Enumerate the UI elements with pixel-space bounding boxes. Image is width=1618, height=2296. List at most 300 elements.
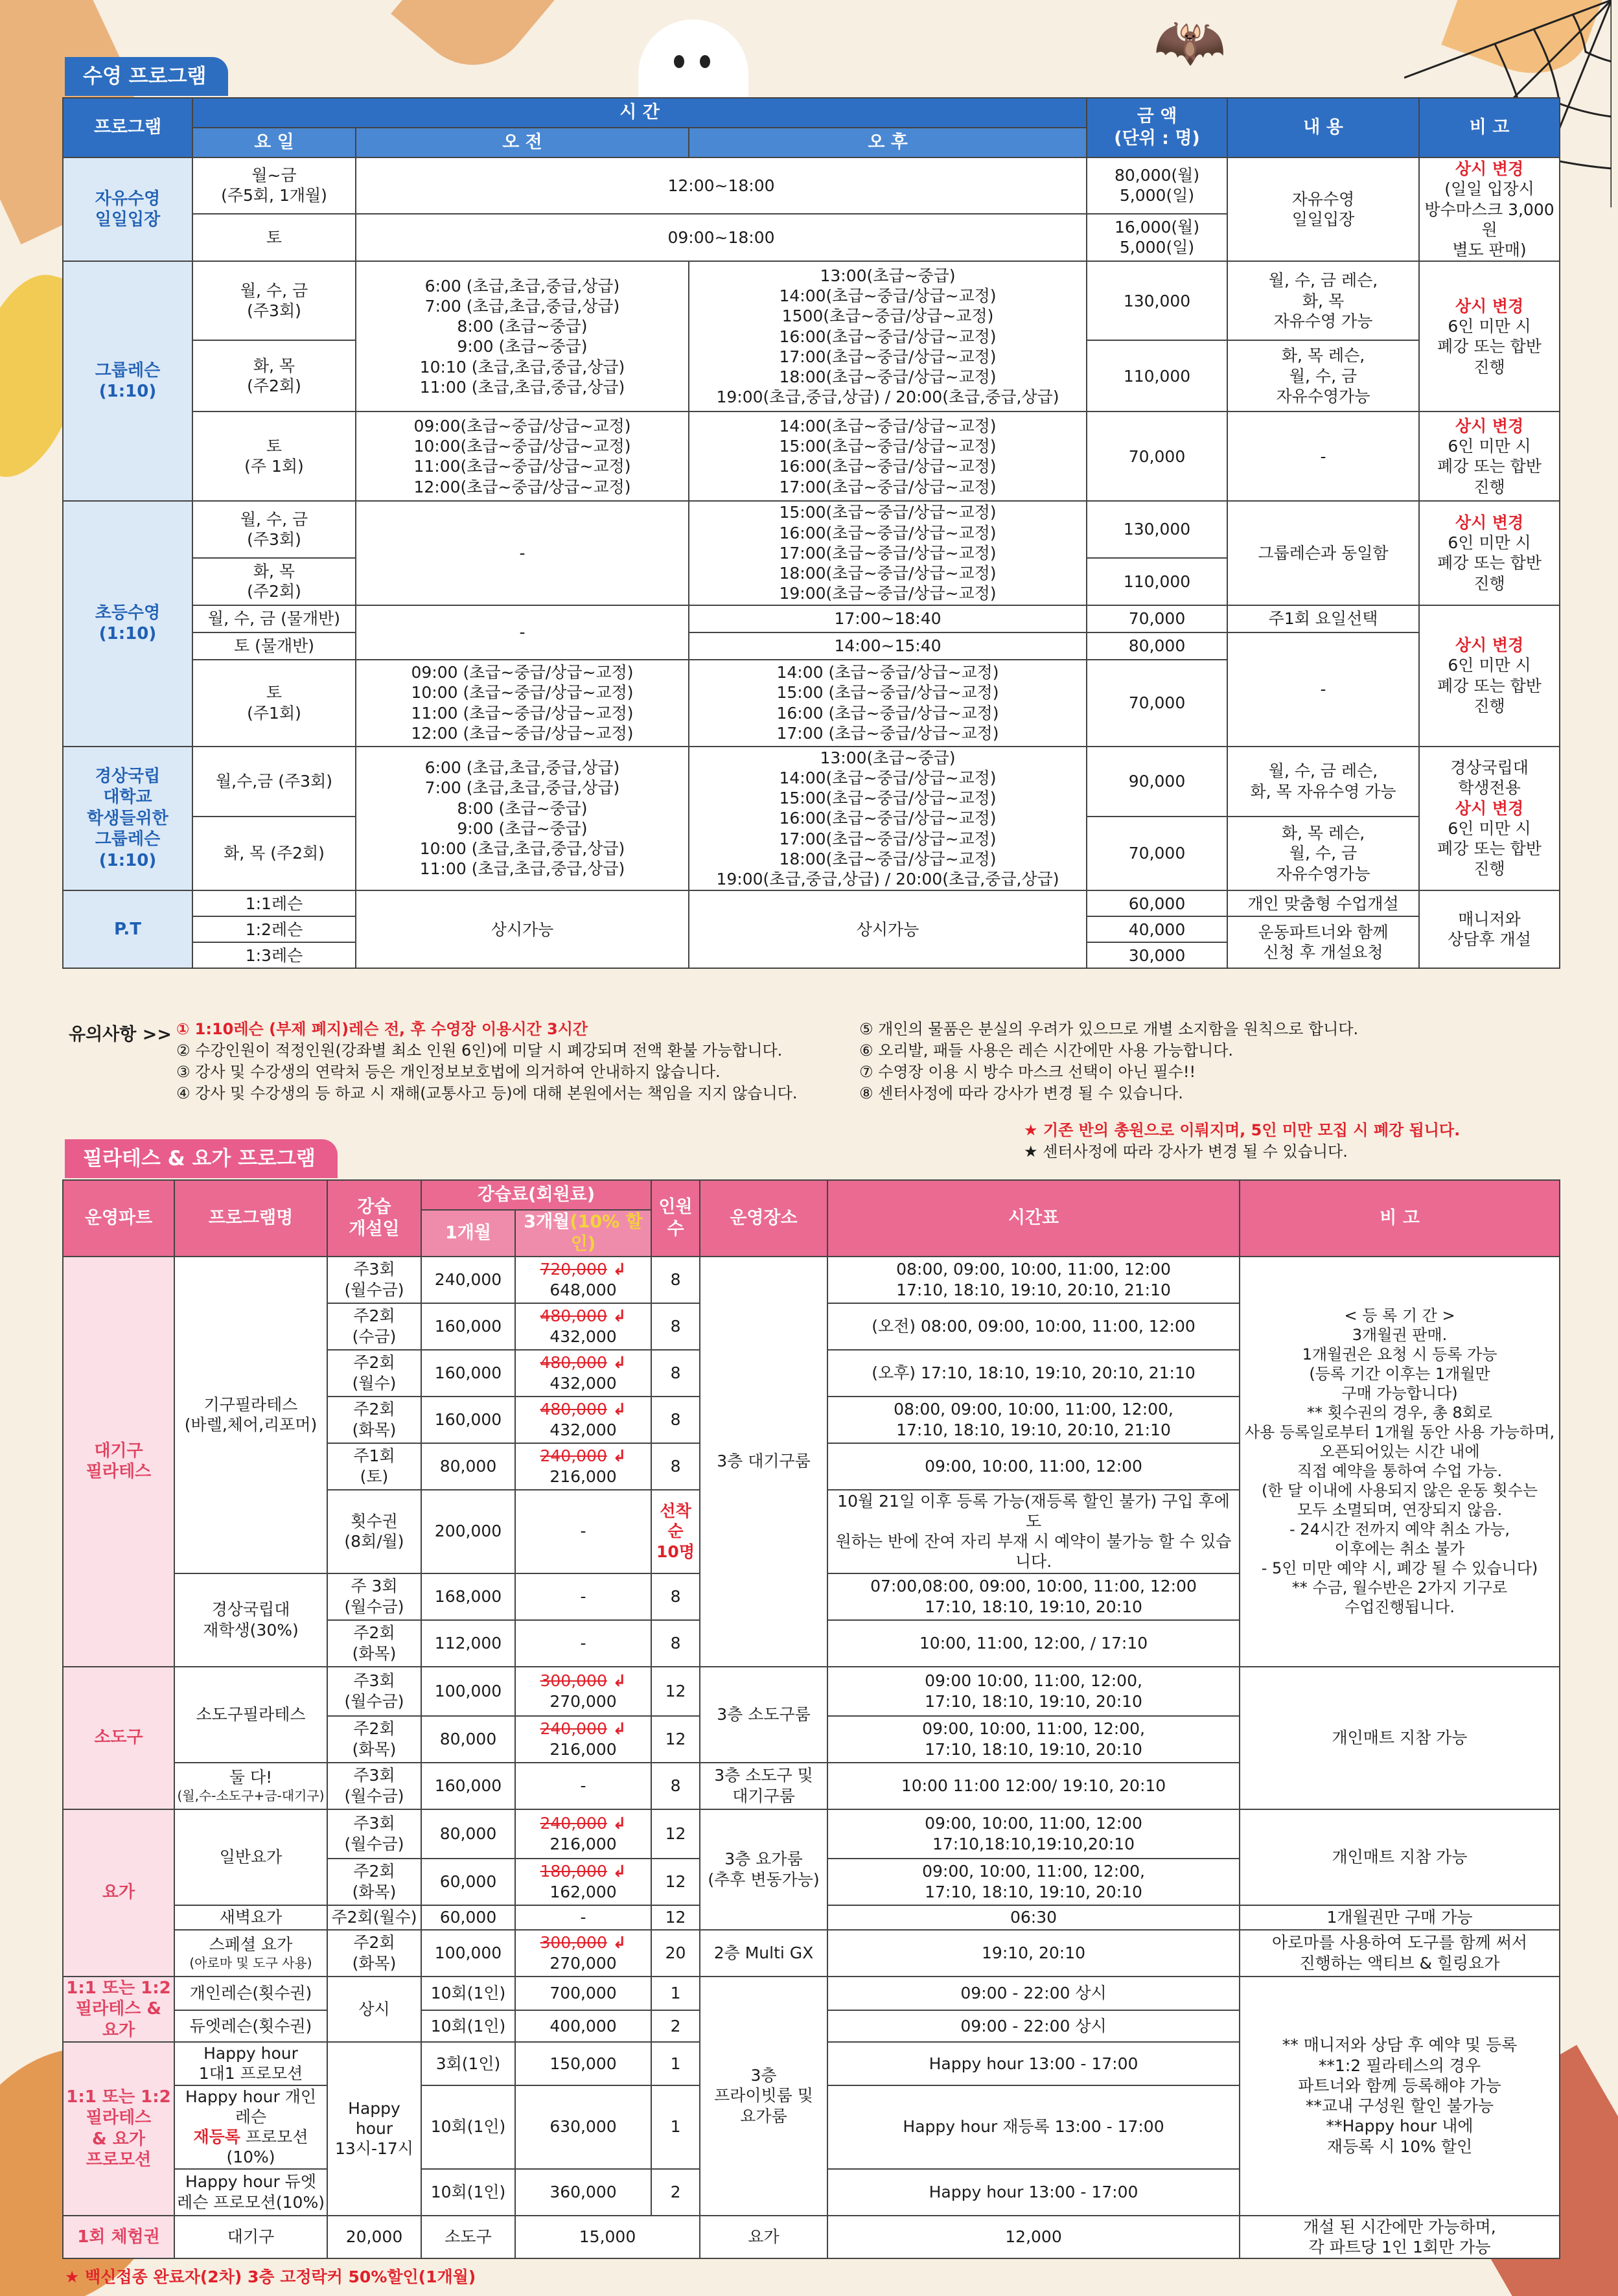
swim-row [63, 605, 1560, 632]
capacity-cell: 1 [651, 2085, 700, 2169]
note-highlight: 상시 변경 [1455, 636, 1524, 655]
note-item: ⑧ 센터사정에 따라 강사가 변경 될 수 있습니다. [859, 1084, 1183, 1102]
note-cell [1419, 412, 1560, 501]
capacity-cell: 8 [651, 1763, 700, 1809]
price: 216,000 [549, 1467, 617, 1486]
program-name-cell [174, 1257, 327, 1573]
place-cell: 2층 Multi GX [700, 1930, 827, 1977]
note-item: ① 1:10레슨 (부제 폐지)레슨 전, 후 수영장 이용시간 3시간 [176, 1020, 588, 1038]
price: - [580, 1586, 586, 1606]
note-highlight: 상시 변경 [1455, 416, 1524, 435]
fee-1month-cell: 200,000 [421, 1490, 515, 1573]
schedule-cell: 08:00, 09:00, 10:00, 11:00, 12:00 17:10, 18:10, 19:10, 20:10, 21:10 [827, 1257, 1240, 1303]
pilates-row [63, 2216, 1560, 2259]
original-price: 720,000 [540, 1260, 607, 1279]
note-item: ② 수강인원이 적정인원(강좌별 최소 인원 6인)에 미달 시 폐강되며 전액 환불 가능합니다. [176, 1041, 783, 1060]
discount-arrow-icon: ↲ [607, 1719, 627, 1739]
schedule-cell: 19:10, 20:10 [827, 1930, 1240, 1977]
content-cell: 월, 수, 금 레슨, 화, 목 자유수영 가능 [1227, 261, 1419, 340]
place-cell: 3층 프라이빗룸 및 요가룸 [700, 1977, 827, 2216]
pm-cell: 14:00(초급~중급/상급~교정) 15:00(초급~중급/상급~교정) 16:00(초급~중급/상급~교정) 17:00(초급~중급/상급~교정) [689, 412, 1087, 501]
capacity-cell: 1 [651, 1977, 700, 2011]
swim-section-title: 수영 프로그램 [65, 57, 228, 96]
am-cell: 09:00 (초급~중급/상급~교정) 10:00 (초급~중급/상급~교정) 11:00 (초급~중급/상급~교정) 12:00 (초급~중급/상급~교정) [356, 660, 689, 747]
day-cell: 1:3레슨 [192, 942, 356, 968]
capacity-cell: 8 [651, 1350, 700, 1397]
program-name: 개인레슨(횟수권) [189, 1984, 312, 2003]
open-days-cell: 주2회 (화목) [327, 1930, 421, 1977]
fee-cell: 130,000 [1087, 261, 1227, 340]
note-cell: ** 매니저와 상담 후 예약 및 등록 **1:2 필라테스의 경우 파트너와 함께 등록해야 가능 **교내 구성원 할인 불가능 **Happy hour 내에 재등록 시 10% 할인 [1240, 1977, 1560, 2216]
place-cell: 3층 대기구룸 [700, 1257, 827, 1667]
schedule-cell: 08:00, 09:00, 10:00, 11:00, 12:00, 17:10, 18:10, 19:10, 20:10, 21:10 [827, 1397, 1240, 1443]
fee-1month-cell: 10회(1인) [421, 2085, 515, 2169]
swim-row [63, 157, 1560, 214]
note-top: 경상국립대 학생전용 [1450, 758, 1529, 798]
fee-1month-cell: 112,000 [421, 1620, 515, 1667]
fee-3month-cell [515, 2042, 651, 2085]
schedule-cell: 06:30 [827, 1905, 1240, 1930]
open-days-cell: Happy hour 13시-17시 [327, 2042, 421, 2216]
content-cell: 화, 목 레슨, 월, 수, 금 자유수영가능 [1227, 340, 1419, 412]
price: 432,000 [549, 1373, 617, 1393]
price: 700,000 [549, 1984, 617, 2003]
discount-arrow-icon: ↲ [607, 1671, 627, 1691]
capacity-cell: 8 [651, 1573, 700, 1620]
trial-yoga: 요가 [700, 2216, 827, 2259]
program-name-cell [174, 1977, 327, 2011]
header-3month: 3개월(10% 할인) [515, 1210, 651, 1257]
note-cell: 아로마를 사용하여 도구를 함께 써서 진행하는 액티브 & 힐링요가 [1240, 1930, 1560, 1977]
pm-cell: 14:00 (초급~중급/상급~교정) 15:00 (초급~중급/상급~교정) 16:00 (초급~중급/상급~교정) 17:00 (초급~중급/상급~교정) [689, 660, 1087, 747]
original-price: 180,000 [540, 1862, 607, 1881]
fee-3month-cell [515, 2169, 651, 2216]
day-cell: 토 (주 1회) [192, 412, 356, 501]
open-days-cell: 상시 [327, 1977, 421, 2043]
pm-cell: 14:00~15:40 [689, 632, 1087, 660]
price: 648,000 [549, 1280, 617, 1299]
am-cell: 6:00 (초급,초급,중급,상급) 7:00 (초급,초급,중급,상급) 8:00 (초급~중급) 9:00 (초급~중급) 10:00 (초급,초급,중급,상급) 11:00 (초급,초급,중급,상급) [356, 747, 689, 891]
open-days-cell: 주3회 (월수금) [327, 1667, 421, 1716]
fee-1month-cell: 100,000 [421, 1667, 515, 1716]
pm-cell: 13:00(초급~중급) 14:00(초급~중급/상급~교정) 15:00(초급~중급/상급~교정) 16:00(초급~중급/상급~교정) 17:00(초급~중급/상급~교정) 18:00(초급~중급/상급~교정) 19:00(초급,중급,상급) / 20:00(초급,중급,상급) [689, 747, 1087, 891]
note-cell [1419, 747, 1560, 891]
pilates-row [63, 1257, 1560, 1303]
open-days-cell: 주3회 (월수금) [327, 1763, 421, 1809]
header-content: 내 용 [1227, 98, 1419, 157]
content-cell: 주1회 요일선택 [1227, 605, 1419, 632]
fee-1month-cell: 10회(1인) [421, 2169, 515, 2216]
fee-3month-cell [515, 1397, 651, 1443]
fee-1month-cell: 10회(1인) [421, 1977, 515, 2011]
fee-3month-cell [515, 1763, 651, 1809]
fee-cell: 80,000(월) 5,000(일) [1087, 157, 1227, 214]
program-name-cell [174, 2042, 327, 2085]
content-cell: 화, 목 레슨, 월, 수, 금 자유수영가능 [1227, 817, 1419, 891]
program-name-cell [174, 2169, 327, 2216]
day-cell: 화, 목 (주2회) [192, 340, 356, 412]
part-cell: 1:1 또는 1:2 필라테스 & 요가 [63, 1977, 174, 2043]
day-cell: 화, 목 (주2회) [192, 558, 356, 605]
schedule-cell: 07:00,08:00, 09:00, 10:00, 11:00, 12:00 17:10, 18:10, 19:10, 20:10 [827, 1573, 1240, 1620]
note-text: 6인 미만 시 폐강 또는 합반 진행 [1437, 818, 1542, 879]
day-cell: 토 (주1회) [192, 660, 356, 747]
fee-1month-cell: 60,000 [421, 1905, 515, 1930]
note-text: 6인 미만 시 폐강 또는 합반 진행 [1437, 533, 1542, 593]
fee-3month-cell [515, 1667, 651, 1716]
vaccine-footnote: ★ 백신접종 완료자(2차) 3층 고정락커 50%할인(1개월) [65, 2267, 476, 2286]
notes-right [859, 1019, 1559, 1104]
price: - [580, 1633, 586, 1652]
pilates-section-title: 필라테스 & 요가 프로그램 [65, 1139, 338, 1178]
am-cell: - [356, 605, 689, 660]
program-name: Happy hour 듀엣 레슨 프로모션(10%) [177, 2172, 325, 2212]
header-open-days: 강습 개설일 [327, 1180, 421, 1257]
open-days-cell: 주2회 (화목) [327, 1859, 421, 1905]
notes-left [176, 1019, 876, 1104]
program-highlight: 재등록 [193, 2128, 240, 2146]
original-price: 240,000 [540, 1446, 607, 1466]
program-sub: (아로마 및 도구 사용) [189, 1954, 312, 1971]
price: - [580, 1907, 586, 1927]
program-name-cell [174, 1763, 327, 1809]
header-schedule: 시간표 [827, 1180, 1240, 1257]
trial-props-price: 15,000 [515, 2216, 700, 2259]
discount-arrow-icon: ↲ [607, 1260, 627, 1279]
am-cell: 6:00 (초급,초급,중급,상급) 7:00 (초급,초급,중급,상급) 8:00 (초급~중급) 9:00 (초급~중급) 10:10 (초급,초급,중급,상급) 11:00 (초급,초급,중급,상급) [356, 261, 689, 412]
fee-3month-cell [515, 1716, 651, 1763]
pilates-row [63, 1667, 1560, 1716]
header-am: 오 전 [356, 128, 689, 157]
fee-cell: 70,000 [1087, 605, 1227, 632]
price: 270,000 [549, 1953, 617, 1973]
swim-program-table [62, 97, 1560, 969]
day-cell: 1:1레슨 [192, 890, 356, 916]
fee-3month-cell [515, 1573, 651, 1620]
fee-3month-cell [515, 1443, 651, 1490]
pm-cell: 상시가능 [689, 890, 1087, 968]
header-fee: 강습료(회원료) [421, 1180, 651, 1210]
program-name: 스페셜 요가 [209, 1935, 293, 1954]
warning-close-class: ★ 기존 반의 총원으로 이뤄지며, 5인 미만 모집 시 폐강 됩니다. [1024, 1121, 1461, 1139]
am-cell: 09:00(초급~중급/상급~교정) 10:00(초급~중급/상급~교정) 11:00(초급~중급/상급~교정) 12:00(초급~중급/상급~교정) [356, 412, 689, 501]
pm-cell: 17:00~18:40 [689, 605, 1087, 632]
time-cell: 12:00~18:00 [356, 157, 1087, 214]
note-cell: 개설 된 시간에만 가능하며, 각 파트당 1인 1회만 가능 [1240, 2216, 1560, 2259]
note-cell: 1개월권만 구매 가능 [1240, 1905, 1560, 1930]
fee-1month-cell: 160,000 [421, 1303, 515, 1350]
swim-row [63, 890, 1560, 916]
capacity-cell: 8 [651, 1303, 700, 1350]
fee-1month-cell: 160,000 [421, 1763, 515, 1809]
discount-arrow-icon: ↲ [607, 1446, 627, 1466]
fee-cell: 70,000 [1087, 660, 1227, 747]
program-name-cell [174, 1905, 327, 1930]
place-cell: 3층 소도구 및 대기구룸 [700, 1763, 827, 1809]
trial-equipment-price: 20,000 [327, 2216, 421, 2259]
program-name-cell [174, 1573, 327, 1667]
fee-cell: 60,000 [1087, 890, 1227, 916]
schedule-cell: 10월 21일 이후 등록 가능(재등록 할인 불가) 구입 후에도 원하는 반에 잔여 자리 부재 시 예약이 불가능 할 수 있습니다. [827, 1490, 1240, 1573]
day-cell: 화, 목 (주2회) [192, 817, 356, 891]
capacity-cell: 8 [651, 1397, 700, 1443]
content-cell: 그룹레슨과 동일함 [1227, 501, 1419, 605]
header-capacity: 인원 수 [651, 1180, 700, 1257]
fee-1month-cell: 80,000 [421, 1443, 515, 1490]
program-name: 기구필라테스 (바렐,체어,리포머) [184, 1395, 318, 1434]
fee-cell: 110,000 [1087, 340, 1227, 412]
day-cell: 토 (물개반) [192, 632, 356, 660]
fee-cell: 40,000 [1087, 916, 1227, 942]
bat-icon: 🦇 [1153, 8, 1227, 76]
capacity-cell: 8 [651, 1620, 700, 1667]
program-name: 새벽요가 [219, 1907, 283, 1927]
schedule-cell: 09:00, 10:00, 11:00, 12:00, 17:10, 18:10, 19:10, 20:10 [827, 1859, 1240, 1905]
original-price: 480,000 [540, 1353, 607, 1373]
fee-3month-cell [515, 2010, 651, 2042]
schedule-cell: (오후) 17:10, 18:10, 19:10, 20:10, 21:10 [827, 1350, 1240, 1397]
price: 150,000 [549, 2054, 617, 2073]
note-item: ③ 강사 및 수강생의 연락처 등은 개인정보보호법에 의거하여 안내하지 않습니다. [176, 1063, 721, 1081]
schedule-cell: 09:00, 10:00, 11:00, 12:00 [827, 1443, 1240, 1490]
capacity-cell: 12 [651, 1667, 700, 1716]
program-name-cell [174, 1667, 327, 1763]
schedule-cell: 09:00 - 22:00 상시 [827, 2010, 1240, 2042]
note-cell [1419, 890, 1560, 968]
price: 162,000 [549, 1882, 617, 1901]
am-cell: - [356, 501, 689, 605]
capacity-cell: 선착순 10명 [651, 1490, 700, 1573]
program-name: Happy hour 1대1 프로모션 [198, 2044, 303, 2083]
original-price: 480,000 [540, 1400, 607, 1419]
day-cell: 월, 수, 금 (물개반) [192, 605, 356, 632]
pilates-row [63, 1930, 1560, 1977]
note-text: 6인 미만 시 폐강 또는 합반 진행 [1437, 317, 1542, 377]
warning-instructor-change: ★ 센터사정에 따라 강사가 변경 될 수 있습니다. [1024, 1142, 1348, 1161]
open-days-cell: 횟수권 (8회/월) [327, 1490, 421, 1573]
swim-row [63, 501, 1560, 558]
capacity-cell: 8 [651, 1443, 700, 1490]
discount-arrow-icon: ↲ [607, 1306, 627, 1326]
capacity-cell: 12 [651, 1809, 700, 1859]
note-item: ⑤ 개인의 물품은 분실의 우려가 있으므로 개별 소지함을 원칙으로 합니다. [859, 1020, 1359, 1038]
original-price: 480,000 [540, 1306, 607, 1326]
fee-3month-cell [515, 1257, 651, 1303]
part-cell: 1:1 또는 1:2 필라테스 & 요가 프로모션 [63, 2042, 174, 2216]
original-price: 240,000 [540, 1814, 607, 1833]
program-name: 듀엣레슨(횟수권) [189, 2017, 312, 2036]
fee-3month-cell [515, 2085, 651, 2169]
price: 400,000 [549, 2017, 617, 2036]
header-1month: 1개월 [421, 1210, 515, 1257]
schedule-cell: Happy hour 13:00 - 17:00 [827, 2042, 1240, 2085]
note-item: ⑥ 오리발, 패들 사용은 레슨 시간에만 사용 가능합니다. [859, 1041, 1234, 1060]
program-cell: 자유수영 일일입장 [63, 157, 192, 261]
day-cell: 월, 수, 금 (주3회) [192, 501, 356, 558]
header-note: 비 고 [1240, 1180, 1560, 1257]
note-text: 6인 미만 시 폐강 또는 합반 진행 [1437, 437, 1542, 496]
day-cell: 월, 수, 금 (주3회) [192, 261, 356, 340]
part-cell: 소도구 [63, 1667, 174, 1809]
open-days-cell: 주3회 (월수금) [327, 1809, 421, 1859]
note-cell: < 등 록 기 간 > 3개월권 판매. 1개월권은 요청 시 등록 가능 (등록 기간 이후는 1개월만 구매 가능합니다) ** 횟수권의 경우, 총 8회로 사용 등록일로부터 1개월 동안 사용 가능하며, 오픈되어있는 시간 내에 직접 예약을 통하여 수업 가능. (한 달 이내에 사용되지 않은 운동 횟수는 모두 소멸되며, 연장되지 않음. - 24시간 전까지 예약 취소 가능, 이후에는 취소 불가 - 5인 미만 예약 시, 폐강 될 수 있습니다) ** 수금, 월수반은 2가지 기구로 수업진행됩니다. [1240, 1257, 1560, 1667]
fee-1month-cell: 80,000 [421, 1809, 515, 1859]
note-text: 매니저와 상담후 개설 [1448, 910, 1531, 949]
fee-cell: 16,000(월) 5,000(일) [1087, 214, 1227, 262]
program-name-cell [174, 1930, 327, 1977]
fee-cell: 90,000 [1087, 747, 1227, 817]
fee-1month-cell: 160,000 [421, 1350, 515, 1397]
original-price: 300,000 [540, 1671, 607, 1691]
program-name-cell [174, 2010, 327, 2042]
fee-1month-cell: 168,000 [421, 1573, 515, 1620]
note-highlight: 상시 변경 [1455, 513, 1524, 532]
content-cell: 자유수영 일일입장 [1227, 157, 1419, 261]
capacity-cell: 12 [651, 1905, 700, 1930]
fee-cell: 110,000 [1087, 558, 1227, 605]
open-days-cell: 주3회 (월수금) [327, 1257, 421, 1303]
content-cell: 월, 수, 금 레슨, 화, 목 자유수영 가능 [1227, 747, 1419, 817]
fee-cell: 70,000 [1087, 817, 1227, 891]
fee-cell: 80,000 [1087, 632, 1227, 660]
swim-row [63, 412, 1560, 501]
swim-row [63, 747, 1560, 817]
warning-notes [1024, 1120, 1555, 1163]
part-cell: 대기구 필라테스 [63, 1257, 174, 1667]
program-name: 경상국립대 재학생(30%) [203, 1600, 299, 1640]
schedule-cell: (오전) 08:00, 09:00, 10:00, 11:00, 12:00 [827, 1303, 1240, 1350]
open-days-cell: 주2회 (화목) [327, 1716, 421, 1763]
original-price: 300,000 [540, 1933, 607, 1953]
schedule-cell: 09:00, 10:00, 11:00, 12:00, 17:10, 18:10, 19:10, 20:10 [827, 1716, 1240, 1763]
program-cell: 그룹레슨 (1:10) [63, 261, 192, 501]
price: 216,000 [549, 1834, 617, 1853]
day-cell: 1:2레슨 [192, 916, 356, 942]
pilates-row [63, 1977, 1560, 2011]
header-note: 비 고 [1419, 98, 1560, 157]
discount-arrow-icon: ↲ [607, 1400, 627, 1419]
price: 432,000 [549, 1420, 617, 1439]
swim-row [63, 632, 1560, 660]
fee-1month-cell: 240,000 [421, 1257, 515, 1303]
fee-1month-cell: 160,000 [421, 1397, 515, 1443]
trial-yoga-price: 12,000 [827, 2216, 1240, 2259]
capacity-cell: 12 [651, 1859, 700, 1905]
open-days-cell: 주1회 (토) [327, 1443, 421, 1490]
note-highlight: 상시 변경 [1455, 296, 1524, 316]
header-program: 프로그램 [63, 98, 192, 157]
price: 216,000 [549, 1739, 617, 1759]
price: 432,000 [549, 1327, 617, 1346]
content-cell: - [1227, 412, 1419, 501]
capacity-cell: 8 [651, 1257, 700, 1303]
day-cell: 토 [192, 214, 356, 262]
discount-arrow-icon: ↲ [607, 1814, 627, 1833]
note-highlight: 상시 변경 [1455, 798, 1524, 818]
price: - [580, 1776, 586, 1795]
original-price: 240,000 [540, 1719, 607, 1739]
program-name: Happy hour 개인 레슨 [185, 2087, 317, 2126]
program-name-cell [174, 2085, 327, 2169]
fee-3month-cell [515, 1905, 651, 1930]
fee-3month-cell [515, 1977, 651, 2011]
am-cell: 상시가능 [356, 890, 689, 968]
note-cell [1419, 605, 1560, 747]
schedule-cell: 10:00, 11:00, 12:00, / 17:10 [827, 1620, 1240, 1667]
notes-area [62, 1019, 1559, 1135]
fee-3month-cell [515, 1350, 651, 1397]
fee-1month-cell: 60,000 [421, 1859, 515, 1905]
fee-3month-cell [515, 1303, 651, 1350]
note-cell: 개인매트 지참 가능 [1240, 1809, 1560, 1905]
note-cell [1419, 157, 1560, 261]
fee-3month-cell [515, 1809, 651, 1859]
content-cell: 운동파트너와 함께 신청 후 개설요청 [1227, 916, 1419, 968]
content-cell: 개인 맞춤형 수업개설 [1227, 890, 1419, 916]
note-text: (일일 입장시 방수마스크 3,000원 별도 판매) [1424, 180, 1554, 259]
discount-arrow-icon: ↲ [607, 1353, 627, 1373]
open-days-cell: 주2회(월수) [327, 1905, 421, 1930]
fee-1month-cell: 10회(1인) [421, 2010, 515, 2042]
note-cell: 개인매트 지참 가능 [1240, 1667, 1560, 1809]
fee-3month-cell [515, 1620, 651, 1667]
note-item: ④ 강사 및 수강생의 등 하교 시 재해(교통사고 등)에 대해 본원에서는 책임을 지지 않습니다. [176, 1084, 798, 1102]
schedule-cell: Happy hour 재등록 13:00 - 17:00 [827, 2085, 1240, 2169]
program-name: 일반요가 [219, 1847, 283, 1866]
trial-equipment: 대기구 [174, 2216, 327, 2259]
notes-title: 유의사항 >> [69, 1025, 172, 1045]
price: 360,000 [549, 2182, 617, 2201]
program-sub: (월,수-소도구+금-대기구) [177, 1787, 325, 1803]
program-tail: 프로모션(10%) [226, 2128, 308, 2167]
fee-1month-cell: 80,000 [421, 1716, 515, 1763]
note-item: ⑦ 수영장 이용 시 방수 마스크 선택이 아닌 필수!! [859, 1063, 1196, 1081]
schedule-cell: 10:00 11:00 12:00/ 19:10, 20:10 [827, 1763, 1240, 1809]
pilates-row [63, 1809, 1560, 1859]
trial-props: 소도구 [421, 2216, 515, 2259]
time-cell: 09:00~18:00 [356, 214, 1087, 262]
part-cell: 1회 체험권 [63, 2216, 174, 2259]
header-pm: 오 후 [689, 128, 1087, 157]
program-cell: P.T [63, 890, 192, 968]
swim-row [63, 261, 1560, 340]
fee-3month-cell [515, 1930, 651, 1977]
discount-arrow-icon: ↲ [607, 1862, 627, 1881]
price: - [580, 1522, 586, 1541]
header-day: 요 일 [192, 128, 356, 157]
note-cell [1419, 501, 1560, 605]
program-cell: 경상국립 대학교 학생들위한 그룹레슨 (1:10) [63, 747, 192, 891]
program-name-cell [174, 1809, 327, 1905]
note-text: 6인 미만 시 폐강 또는 합반 진행 [1437, 656, 1542, 715]
capacity-cell: 2 [651, 2010, 700, 2042]
price: 270,000 [549, 1691, 617, 1711]
pilates-yoga-table [62, 1179, 1560, 2259]
open-days-cell: 주 3회 (월수금) [327, 1573, 421, 1620]
part-cell: 요가 [63, 1809, 174, 1977]
autumn-leaf-decoration [391, 0, 555, 89]
note-cell [1419, 261, 1560, 412]
schedule-cell: Happy hour 13:00 - 17:00 [827, 2169, 1240, 2216]
fee-cell: 30,000 [1087, 942, 1227, 968]
pm-cell: 13:00(초급~중급) 14:00(초급~중급/상급~교정) 1500(초급~중급/상급~교정) 16:00(초급~중급/상급~교정) 17:00(초급~중급/상급~교정) 18:00(초급~중급/상급~교정) 19:00(초급,중급,상급) / 20:00(초급,중급,상급) [689, 261, 1087, 412]
fee-1month-cell: 3회(1인) [421, 2042, 515, 2085]
open-days-cell: 주2회 (화목) [327, 1397, 421, 1443]
program-name: 소도구필라테스 [196, 1704, 306, 1724]
price: 630,000 [549, 2117, 617, 2137]
content-cell: - [1227, 632, 1419, 747]
fee-3month-cell [515, 1859, 651, 1905]
